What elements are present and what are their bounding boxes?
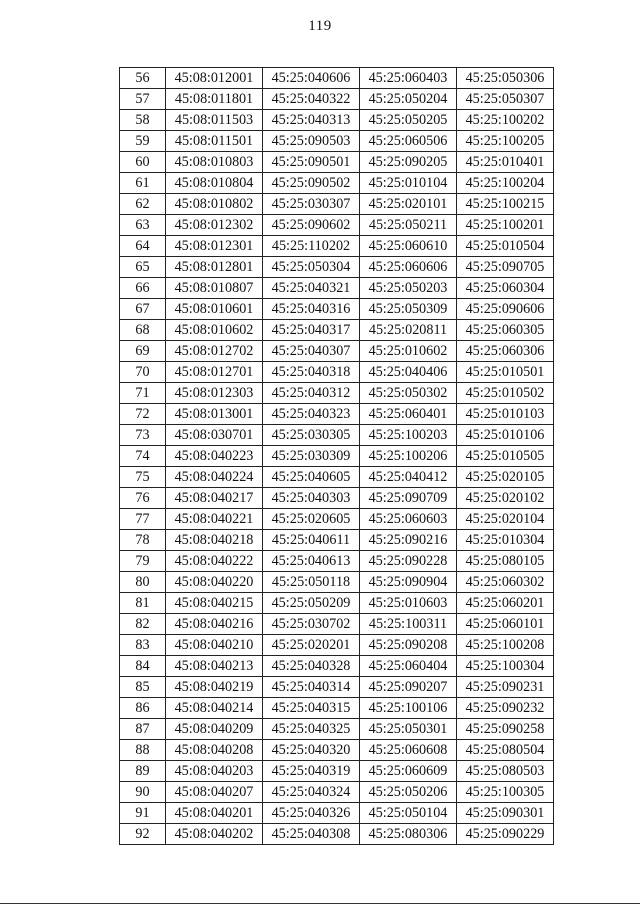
code-cell-col4: 45:25:100201 bbox=[457, 215, 554, 236]
row-number: 76 bbox=[120, 488, 166, 509]
code-cell-col4: 45:25:100202 bbox=[457, 110, 554, 131]
code-cell-col3: 45:25:090904 bbox=[360, 572, 457, 593]
table-row bbox=[120, 425, 554, 446]
code-cell-col3: 45:25:020101 bbox=[360, 194, 457, 215]
code-cell-col3: 45:25:090216 bbox=[360, 530, 457, 551]
code-cell-col4: 45:25:090229 bbox=[457, 824, 554, 845]
table-row bbox=[120, 593, 554, 614]
code-cell-col3: 45:25:060609 bbox=[360, 761, 457, 782]
code-cell-col3: 45:25:100206 bbox=[360, 446, 457, 467]
code-cell-col1: 45:08:040215 bbox=[166, 593, 263, 614]
row-number: 71 bbox=[120, 383, 166, 404]
code-cell-col2: 45:25:040319 bbox=[263, 761, 360, 782]
code-cell-col4: 45:25:060304 bbox=[457, 278, 554, 299]
code-cell-col3: 45:25:040412 bbox=[360, 467, 457, 488]
table-row bbox=[120, 89, 554, 110]
code-cell-col1: 45:08:013001 bbox=[166, 404, 263, 425]
code-cell-col2: 45:25:040321 bbox=[263, 278, 360, 299]
code-cell-col1: 45:08:040202 bbox=[166, 824, 263, 845]
table-row bbox=[120, 362, 554, 383]
row-number: 84 bbox=[120, 656, 166, 677]
code-cell-col2: 45:25:040605 bbox=[263, 467, 360, 488]
code-cell-col2: 45:25:040323 bbox=[263, 404, 360, 425]
code-cell-col1: 45:08:040223 bbox=[166, 446, 263, 467]
code-cell-col4: 45:25:010504 bbox=[457, 236, 554, 257]
code-cell-col1: 45:08:010602 bbox=[166, 320, 263, 341]
code-cell-col4: 45:25:010304 bbox=[457, 530, 554, 551]
code-cell-col4: 45:25:020104 bbox=[457, 509, 554, 530]
code-cell-col4: 45:25:050307 bbox=[457, 89, 554, 110]
row-number: 68 bbox=[120, 320, 166, 341]
row-number: 58 bbox=[120, 110, 166, 131]
table-row bbox=[120, 383, 554, 404]
code-cell-col3: 45:25:060603 bbox=[360, 509, 457, 530]
table-row bbox=[120, 698, 554, 719]
code-cell-col4: 45:25:010502 bbox=[457, 383, 554, 404]
code-cell-col4: 45:25:060101 bbox=[457, 614, 554, 635]
table-row bbox=[120, 782, 554, 803]
row-number: 61 bbox=[120, 173, 166, 194]
row-number: 60 bbox=[120, 152, 166, 173]
row-number: 80 bbox=[120, 572, 166, 593]
code-cell-col1: 45:08:040221 bbox=[166, 509, 263, 530]
table-row bbox=[120, 719, 554, 740]
code-cell-col4: 45:25:080504 bbox=[457, 740, 554, 761]
code-cell-col2: 45:25:020605 bbox=[263, 509, 360, 530]
row-number: 81 bbox=[120, 593, 166, 614]
code-cell-col3: 45:25:010104 bbox=[360, 173, 457, 194]
cadastral-code-table bbox=[119, 67, 554, 845]
row-number: 72 bbox=[120, 404, 166, 425]
code-cell-col1: 45:08:040213 bbox=[166, 656, 263, 677]
table-row bbox=[120, 761, 554, 782]
code-cell-col3: 45:25:040406 bbox=[360, 362, 457, 383]
row-number: 64 bbox=[120, 236, 166, 257]
code-cell-col3: 45:25:060606 bbox=[360, 257, 457, 278]
table-body bbox=[120, 68, 554, 845]
row-number: 79 bbox=[120, 551, 166, 572]
code-cell-col2: 45:25:110202 bbox=[263, 236, 360, 257]
row-number: 56 bbox=[120, 68, 166, 89]
code-cell-col4: 45:25:100305 bbox=[457, 782, 554, 803]
row-number: 57 bbox=[120, 89, 166, 110]
table-row bbox=[120, 572, 554, 593]
code-cell-col2: 45:25:040328 bbox=[263, 656, 360, 677]
code-cell-col4: 45:25:010501 bbox=[457, 362, 554, 383]
code-cell-col1: 45:08:040224 bbox=[166, 467, 263, 488]
code-cell-col1: 45:08:040222 bbox=[166, 551, 263, 572]
code-cell-col1: 45:08:010804 bbox=[166, 173, 263, 194]
code-cell-col1: 45:08:040210 bbox=[166, 635, 263, 656]
code-cell-col3: 45:25:010602 bbox=[360, 341, 457, 362]
table-row bbox=[120, 530, 554, 551]
code-cell-col1: 45:08:040217 bbox=[166, 488, 263, 509]
code-cell-col3: 45:25:090228 bbox=[360, 551, 457, 572]
code-cell-col4: 45:25:090606 bbox=[457, 299, 554, 320]
table-row bbox=[120, 467, 554, 488]
table-row bbox=[120, 173, 554, 194]
code-cell-col4: 45:25:090301 bbox=[457, 803, 554, 824]
code-cell-col2: 45:25:050118 bbox=[263, 572, 360, 593]
code-cell-col2: 45:25:040320 bbox=[263, 740, 360, 761]
row-number: 89 bbox=[120, 761, 166, 782]
code-cell-col3: 45:25:020811 bbox=[360, 320, 457, 341]
row-number: 78 bbox=[120, 530, 166, 551]
code-cell-col2: 45:25:040314 bbox=[263, 677, 360, 698]
code-cell-col3: 45:25:050204 bbox=[360, 89, 457, 110]
code-cell-col4: 45:25:060306 bbox=[457, 341, 554, 362]
table-row bbox=[120, 152, 554, 173]
code-cell-col1: 45:08:040218 bbox=[166, 530, 263, 551]
row-number: 75 bbox=[120, 467, 166, 488]
code-cell-col2: 45:25:040606 bbox=[263, 68, 360, 89]
code-cell-col3: 45:25:050205 bbox=[360, 110, 457, 131]
table-row bbox=[120, 509, 554, 530]
code-cell-col3: 45:25:060608 bbox=[360, 740, 457, 761]
code-cell-col2: 45:25:040611 bbox=[263, 530, 360, 551]
code-cell-col2: 45:25:020201 bbox=[263, 635, 360, 656]
code-cell-col1: 45:08:010802 bbox=[166, 194, 263, 215]
code-cell-col2: 45:25:090503 bbox=[263, 131, 360, 152]
code-cell-col1: 45:08:040216 bbox=[166, 614, 263, 635]
code-cell-col2: 45:25:040315 bbox=[263, 698, 360, 719]
code-cell-col3: 45:25:060610 bbox=[360, 236, 457, 257]
code-cell-col3: 45:25:060404 bbox=[360, 656, 457, 677]
code-cell-col2: 45:25:030307 bbox=[263, 194, 360, 215]
row-number: 66 bbox=[120, 278, 166, 299]
row-number: 87 bbox=[120, 719, 166, 740]
code-cell-col1: 45:08:040207 bbox=[166, 782, 263, 803]
code-cell-col3: 45:25:060506 bbox=[360, 131, 457, 152]
code-cell-col1: 45:08:012801 bbox=[166, 257, 263, 278]
code-cell-col4: 45:25:090231 bbox=[457, 677, 554, 698]
table-row bbox=[120, 299, 554, 320]
code-cell-col2: 45:25:030702 bbox=[263, 614, 360, 635]
row-number: 70 bbox=[120, 362, 166, 383]
code-cell-col2: 45:25:040308 bbox=[263, 824, 360, 845]
row-number: 91 bbox=[120, 803, 166, 824]
code-cell-col1: 45:08:012302 bbox=[166, 215, 263, 236]
row-number: 83 bbox=[120, 635, 166, 656]
row-number: 62 bbox=[120, 194, 166, 215]
code-cell-col1: 45:08:012301 bbox=[166, 236, 263, 257]
code-cell-col1: 45:08:012702 bbox=[166, 341, 263, 362]
code-cell-col3: 45:25:080306 bbox=[360, 824, 457, 845]
code-cell-col4: 45:25:090232 bbox=[457, 698, 554, 719]
row-number: 74 bbox=[120, 446, 166, 467]
row-number: 82 bbox=[120, 614, 166, 635]
code-cell-col3: 45:25:050211 bbox=[360, 215, 457, 236]
code-cell-col2: 45:25:040313 bbox=[263, 110, 360, 131]
code-cell-col4: 45:25:010505 bbox=[457, 446, 554, 467]
code-cell-col3: 45:25:010603 bbox=[360, 593, 457, 614]
code-cell-col4: 45:25:100208 bbox=[457, 635, 554, 656]
code-cell-col1: 45:08:010807 bbox=[166, 278, 263, 299]
row-number: 69 bbox=[120, 341, 166, 362]
row-number: 63 bbox=[120, 215, 166, 236]
table-row bbox=[120, 341, 554, 362]
page-bottom-rule bbox=[0, 903, 640, 904]
code-cell-col2: 45:25:050209 bbox=[263, 593, 360, 614]
code-cell-col2: 45:25:040322 bbox=[263, 89, 360, 110]
code-cell-col3: 45:25:100203 bbox=[360, 425, 457, 446]
code-cell-col4: 45:25:010401 bbox=[457, 152, 554, 173]
code-cell-col3: 45:25:090208 bbox=[360, 635, 457, 656]
row-number: 85 bbox=[120, 677, 166, 698]
table-row bbox=[120, 740, 554, 761]
code-cell-col4: 45:25:020102 bbox=[457, 488, 554, 509]
code-cell-col3: 45:25:090207 bbox=[360, 677, 457, 698]
code-cell-col2: 45:25:090501 bbox=[263, 152, 360, 173]
code-cell-col3: 45:25:100106 bbox=[360, 698, 457, 719]
code-cell-col4: 45:25:090258 bbox=[457, 719, 554, 740]
code-cell-col1: 45:08:040209 bbox=[166, 719, 263, 740]
code-cell-col1: 45:08:040208 bbox=[166, 740, 263, 761]
code-cell-col1: 45:08:010601 bbox=[166, 299, 263, 320]
row-number: 92 bbox=[120, 824, 166, 845]
code-cell-col2: 45:25:040316 bbox=[263, 299, 360, 320]
code-cell-col1: 45:08:011503 bbox=[166, 110, 263, 131]
code-cell-col2: 45:25:030305 bbox=[263, 425, 360, 446]
page-number: 119 bbox=[308, 18, 332, 34]
code-cell-col3: 45:25:050203 bbox=[360, 278, 457, 299]
code-cell-col1: 45:08:011801 bbox=[166, 89, 263, 110]
code-cell-col3: 45:25:050302 bbox=[360, 383, 457, 404]
table-row bbox=[120, 68, 554, 89]
code-cell-col4: 45:25:060305 bbox=[457, 320, 554, 341]
code-cell-col2: 45:25:040318 bbox=[263, 362, 360, 383]
code-cell-col4: 45:25:100205 bbox=[457, 131, 554, 152]
code-cell-col2: 45:25:040326 bbox=[263, 803, 360, 824]
code-cell-col4: 45:25:010106 bbox=[457, 425, 554, 446]
code-cell-col4: 45:25:080503 bbox=[457, 761, 554, 782]
row-number: 73 bbox=[120, 425, 166, 446]
code-cell-col4: 45:25:080105 bbox=[457, 551, 554, 572]
code-cell-col4: 45:25:100304 bbox=[457, 656, 554, 677]
table-row bbox=[120, 551, 554, 572]
code-cell-col4: 45:25:050306 bbox=[457, 68, 554, 89]
table-row bbox=[120, 677, 554, 698]
table-row bbox=[120, 110, 554, 131]
row-number: 88 bbox=[120, 740, 166, 761]
code-cell-col2: 45:25:040317 bbox=[263, 320, 360, 341]
code-cell-col1: 45:08:011501 bbox=[166, 131, 263, 152]
code-cell-col3: 45:25:090205 bbox=[360, 152, 457, 173]
row-number: 86 bbox=[120, 698, 166, 719]
code-cell-col4: 45:25:100215 bbox=[457, 194, 554, 215]
code-cell-col1: 45:08:040219 bbox=[166, 677, 263, 698]
code-cell-col4: 45:25:060302 bbox=[457, 572, 554, 593]
table-row bbox=[120, 656, 554, 677]
table-row bbox=[120, 803, 554, 824]
code-cell-col4: 45:25:020105 bbox=[457, 467, 554, 488]
table-row bbox=[120, 635, 554, 656]
table-row bbox=[120, 236, 554, 257]
table-row bbox=[120, 488, 554, 509]
row-number: 77 bbox=[120, 509, 166, 530]
code-cell-col4: 45:25:010103 bbox=[457, 404, 554, 425]
table-row bbox=[120, 215, 554, 236]
table-row bbox=[120, 194, 554, 215]
table-row bbox=[120, 320, 554, 341]
code-cell-col1: 45:08:040214 bbox=[166, 698, 263, 719]
row-number: 59 bbox=[120, 131, 166, 152]
table-row bbox=[120, 824, 554, 845]
row-number: 65 bbox=[120, 257, 166, 278]
row-number: 90 bbox=[120, 782, 166, 803]
code-cell-col3: 45:25:100311 bbox=[360, 614, 457, 635]
code-cell-col1: 45:08:012001 bbox=[166, 68, 263, 89]
code-cell-col2: 45:25:090502 bbox=[263, 173, 360, 194]
table-row bbox=[120, 278, 554, 299]
code-cell-col2: 45:25:090602 bbox=[263, 215, 360, 236]
code-cell-col1: 45:08:040201 bbox=[166, 803, 263, 824]
code-cell-col3: 45:25:050309 bbox=[360, 299, 457, 320]
code-cell-col2: 45:25:040324 bbox=[263, 782, 360, 803]
code-cell-col1: 45:08:040220 bbox=[166, 572, 263, 593]
code-cell-col2: 45:25:050304 bbox=[263, 257, 360, 278]
code-cell-col3: 45:25:060403 bbox=[360, 68, 457, 89]
code-cell-col4: 45:25:060201 bbox=[457, 593, 554, 614]
code-cell-col1: 45:08:012701 bbox=[166, 362, 263, 383]
table-row bbox=[120, 614, 554, 635]
table-row bbox=[120, 131, 554, 152]
code-cell-col2: 45:25:040325 bbox=[263, 719, 360, 740]
code-cell-col3: 45:25:050206 bbox=[360, 782, 457, 803]
code-cell-col4: 45:25:090705 bbox=[457, 257, 554, 278]
code-cell-col2: 45:25:040303 bbox=[263, 488, 360, 509]
table-row bbox=[120, 446, 554, 467]
table-row bbox=[120, 404, 554, 425]
code-cell-col4: 45:25:100204 bbox=[457, 173, 554, 194]
code-cell-col2: 45:25:040312 bbox=[263, 383, 360, 404]
row-number: 67 bbox=[120, 299, 166, 320]
code-cell-col2: 45:25:040613 bbox=[263, 551, 360, 572]
code-cell-col1: 45:08:010803 bbox=[166, 152, 263, 173]
code-cell-col2: 45:25:040307 bbox=[263, 341, 360, 362]
code-cell-col3: 45:25:060401 bbox=[360, 404, 457, 425]
code-cell-col3: 45:25:050301 bbox=[360, 719, 457, 740]
code-cell-col3: 45:25:090709 bbox=[360, 488, 457, 509]
table-row bbox=[120, 257, 554, 278]
code-cell-col3: 45:25:050104 bbox=[360, 803, 457, 824]
code-cell-col1: 45:08:040203 bbox=[166, 761, 263, 782]
code-cell-col2: 45:25:030309 bbox=[263, 446, 360, 467]
code-cell-col1: 45:08:012303 bbox=[166, 383, 263, 404]
code-cell-col1: 45:08:030701 bbox=[166, 425, 263, 446]
